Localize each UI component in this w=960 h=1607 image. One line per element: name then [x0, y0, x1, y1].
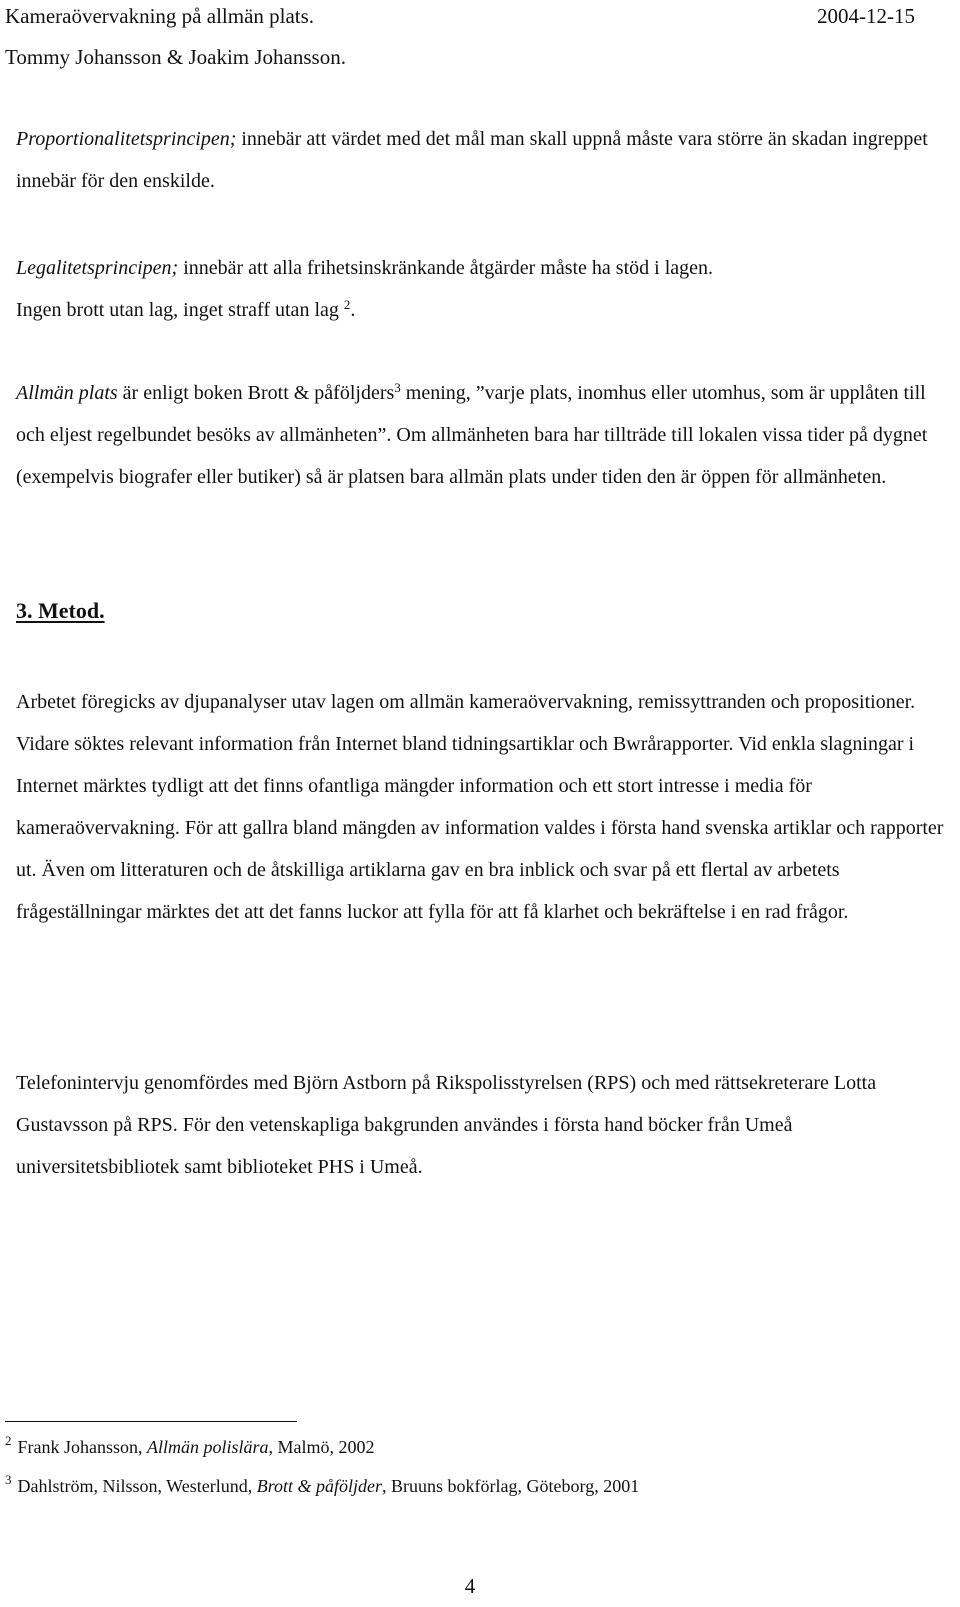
paragraph-method: Arbetet föregicks av djupanalyser utav lagen om allmän kameraövervakning, remissyttranden och propositioner. Vidare söktes relevant information från Internet bland tidningsartiklar och Bwrårapporter. Vid enkla slagningar i Internet märktes tydligt att det finns ofantliga mängder information och ett stort intresse i media för kameraövervakning. För att gallra bland mängden av information valdes i första hand svenska artiklar och rapporter ut. Även om litteraturen och de åtskilliga artiklarna gav en bra inblick och svar på ett flertal av arbetets frågeställningar märktes det att det fanns luckor att fylla för att få klarhet och bekräftelse i en rad frågor.: [16, 691, 944, 923]
paragraph-text: innebär att värdet med det mål man skall uppnå måste vara större än skadan ingreppet innebär för den enskilde.: [16, 128, 928, 192]
header-date: 2004-12-15: [817, 4, 915, 28]
section-heading-metod: 3. Metod.: [16, 598, 105, 623]
footnote-divider: [5, 1421, 297, 1422]
term-public-place: Allmän plats: [16, 382, 118, 404]
footnote-text-end: , Malmö, 2002: [268, 1437, 375, 1457]
paragraph-proportionality: [16, 118, 946, 202]
header-title: Kameraövervakning på allmän plats.: [5, 4, 315, 28]
footnote-text: Frank Johansson,: [17, 1437, 147, 1457]
footnote-ref-3[interactable]: 3: [394, 379, 401, 395]
paragraph-text: är enligt boken Brott & påföljders: [117, 382, 395, 404]
footnote-text: Dahlström, Nilsson, Westerlund,: [17, 1476, 257, 1496]
page-number: 4: [464, 1574, 476, 1598]
footnote-3: [5, 1472, 935, 1497]
header-authors: Tommy Johansson & Joakim Johansson.: [5, 45, 346, 69]
footnote-title: Brott & påföljder: [256, 1476, 383, 1496]
term-proportionality: Proportionalitetsprincipen;: [16, 128, 237, 150]
paragraph-interviews: Telefonintervju genomfördes med Björn Astborn på Rikspolisstyrelsen (RPS) och med rättsekreterare Lotta Gustavsson på RPS. För den vetenskapliga bakgrunden användes i första hand böcker från Umeå universitetsbibliotek samt biblioteket PHS i Umeå.: [16, 1072, 877, 1178]
term-legality: Legalitetsprincipen;: [16, 257, 179, 279]
footnote-text-end: , Bruuns bokförlag, Göteborg, 2001: [382, 1476, 640, 1496]
footnote-number: 2: [5, 1433, 12, 1449]
sentence-end: .: [350, 299, 356, 321]
paragraph-public-place: [16, 372, 946, 498]
paragraph-text-cont: mening, ”varje plats, inomhus eller utomhus, som är upplåten till och eljest regelbundet besöks av allmänheten”. Om allmänheten bara har tillträde till lokalen vissa tider på dygnet (exempelvis biografer eller butiker) så är platsen bara allmän plats under tiden den är öppen för allmänheten.: [16, 382, 928, 488]
legality-quote: Ingen brott utan lag, inget straff utan lag: [16, 299, 344, 321]
footnote-2: [5, 1433, 935, 1458]
footnote-number: 3: [5, 1472, 12, 1488]
paragraph-legality: [16, 247, 946, 331]
footnote-ref-2[interactable]: 2: [343, 296, 351, 312]
footnote-title: Allmän polislära: [147, 1437, 269, 1457]
paragraph-text: innebär att alla frihetsinskränkande åtgärder måste ha stöd i lagen.: [178, 257, 713, 279]
